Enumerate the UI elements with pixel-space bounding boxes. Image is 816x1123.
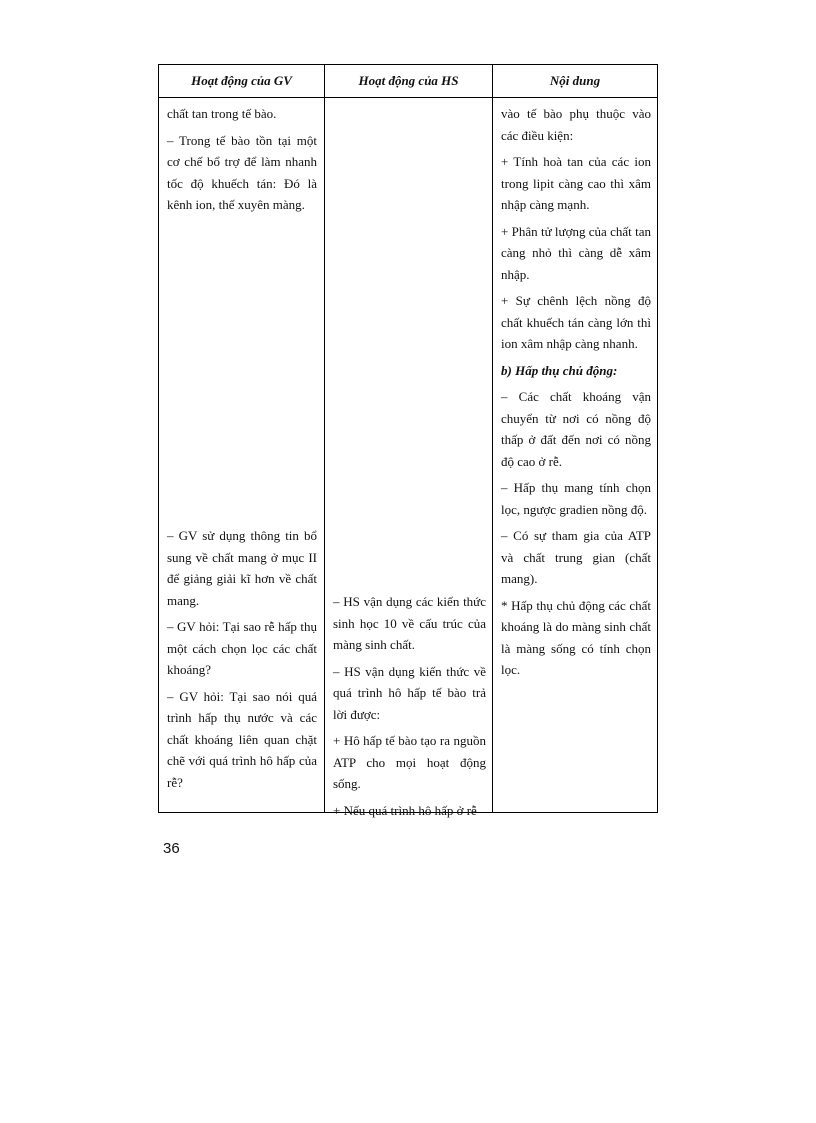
content-paragraph: + Sự chênh lệch nồng độ chất khuếch tán càng lớn thì ion xâm nhập càng nhanh. (501, 293, 651, 351)
content-paragraph: + Tính hoà tan của các ion trong lipit càng cao thì xâm nhập càng mạnh. (501, 154, 651, 212)
hs-paragraph: + Hô hấp tế bào tạo ra nguồn ATP cho mọi hoạt động sống. (333, 733, 486, 791)
hs-paragraph: – HS vận dụng kiến thức về quá trình hô hấp tế bào trả lời được: (333, 663, 486, 722)
header-hs-activity: Hoạt động của HS (358, 73, 459, 88)
content-paragraph: + Phân tử lượng của chất tan càng nhỏ thì càng dễ xâm nhập. (501, 223, 651, 282)
content-subheading: b) Hấp thụ chủ động: (501, 362, 618, 378)
gv-paragraph: chất tan trong tế bào. (167, 106, 277, 121)
content-paragraph: – Có sự tham gia của ATP và chất trung gian (chất mang). (501, 528, 651, 586)
hs-activity-column (325, 98, 492, 818)
hs-paragraph: – HS vận dụng các kiến thức sinh học 10 về cấu trúc của màng sinh chất. (333, 594, 486, 652)
gv-paragraph: – GV hỏi: Tại sao rễ hấp thụ một cách chọn lọc các chất khoáng? (167, 619, 317, 677)
content-column (493, 98, 657, 812)
hs-paragraph: + Nếu quá trình hô hấp ở rễ (333, 802, 477, 818)
lesson-table (158, 64, 658, 818)
gv-paragraph: – GV sử dụng thông tin bổ sung về chất mang ở mục II để giảng giải kĩ hơn về chất mang. (167, 528, 317, 608)
page-number: 36 (163, 840, 180, 857)
header-gv-activity: Hoạt động của GV (191, 73, 292, 88)
content-paragraph: – Hấp thụ mang tính chọn lọc, ngược gradien nồng độ. (501, 480, 651, 517)
content-paragraph: – Các chất khoáng vận chuyển từ nơi có nồng độ thấp ở đất đến nơi có nồng độ cao ở rễ. (501, 389, 651, 469)
content-paragraph: vào tế bào phụ thuộc vào các điều kiện: (501, 106, 651, 143)
header-content: Nội dung (549, 73, 601, 88)
table-header-row (159, 65, 657, 98)
gv-paragraph: – Trong tế bào tồn tại một cơ chế bổ trợ để làm nhanh tốc độ khuếch tán: Đó là kênh ion, thế xuyên màng. (167, 132, 317, 212)
gv-paragraph: – GV hỏi: Tại sao nói quá trình hấp thụ nước và các chất khoáng liên quan chặt chẽ với quá trình hô hấp của rễ? (167, 688, 317, 790)
content-paragraph: * Hấp thụ chủ động các chất khoáng là do màng sinh chất là màng sống có tính chọn lọc. (501, 597, 651, 677)
gv-activity-column (159, 98, 324, 812)
